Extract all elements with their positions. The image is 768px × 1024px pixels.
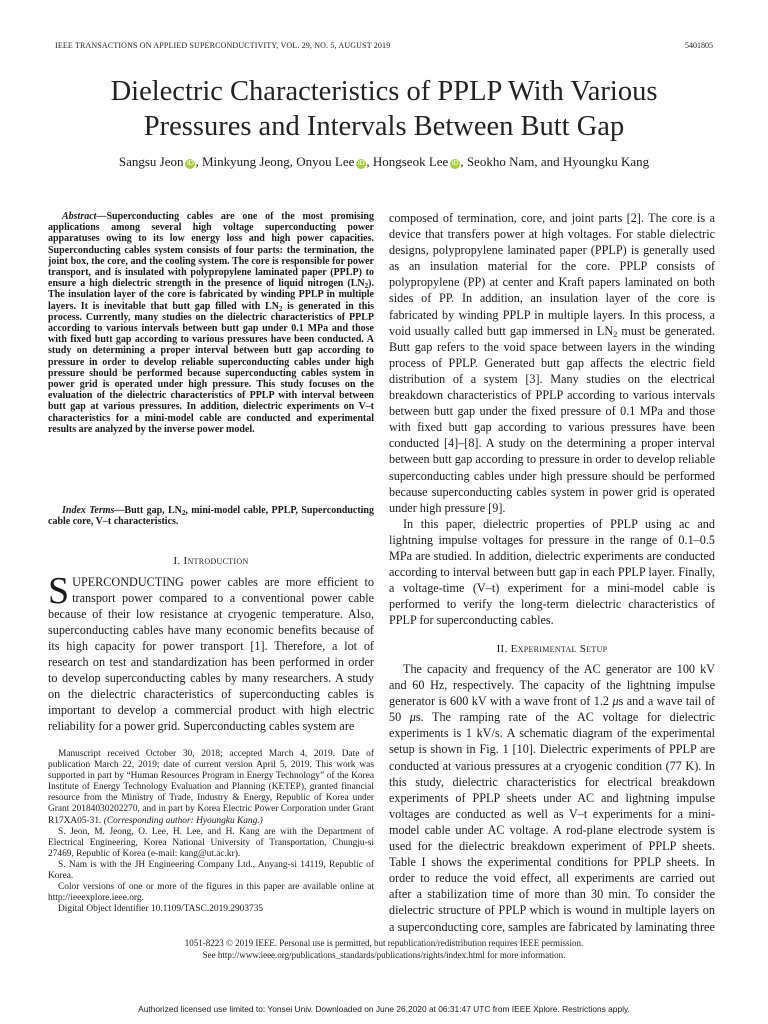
orcid-icon[interactable]: iD	[452, 160, 459, 167]
page-number: 5401805	[685, 41, 713, 50]
abstract-text: Superconducting cables are one of the most promising applications among several high voltage superconducting power apparatuses owing to its low energy loss and high power capacities. Superconducting cables system consists of four parts: the termination, the joint box, the core, and the cooling system. The core is responsible for power transport, and is insulated with polypropylene laminated paper (PPLP) to ensure a high dielectric strength in the presence of liquid nitrogen (LN	[48, 211, 374, 290]
section-numeral: I.	[173, 555, 184, 567]
author-3: , Hongseok Lee	[366, 154, 449, 169]
title-line-2: Pressures and Intervals Between Butt Gap	[143, 111, 625, 142]
copyright-line: 1051-8223 © 2019 IEEE. Personal use is permitted, but republication/redistribution requires IEEE permission.	[184, 938, 584, 948]
paper-title	[40, 74, 728, 144]
orcid-icon[interactable]: iD	[187, 160, 194, 167]
footnotes	[48, 749, 374, 915]
paragraph-text: must be generated. Butt gap refers to the void space between layers in the winding process of PPLP. Generated butt gap affects the electric field distribution of a system [3]. Many studies on the electrical breakdown characteristics of PPLP according to various intervals between butt gap under the fixed pressure of 0.1 MPa and those with fixed butt gap according to various pressures have been conducted [4]–[8]. A study on the determining a proper interval between butt gap according to pressure in order to develop reliable superconducting cables under high pressure should be performed because superconducting cables system in power grid is operated under high pressure [9].	[389, 323, 715, 515]
index-terms	[48, 505, 374, 527]
author-2: , Minkyung Jeong, Onyou Lee	[195, 154, 355, 169]
author-4: , Seokho Nam, and Hyoungku Kang	[460, 154, 650, 169]
experimental-setup-body	[389, 661, 715, 935]
author-1: Sangsu Jeon	[118, 154, 184, 169]
footnote-affiliation: S. Nam is with the JH Engineering Company Ltd., Anyang-si 14119, Republic of Korea.	[48, 859, 374, 882]
section-heading-experimental-setup	[389, 643, 715, 655]
paragraph-text: The capacity and frequency of the AC generator are 100 kV and 60 Hz, respectively. The capacity of the lightning impulse generator is 600 kV with a wave front of 1.2	[389, 662, 715, 709]
abstract	[48, 211, 374, 435]
footnote-text: Manuscript received October 30, 2018; accepted March 4, 2019. Date of publication March 22, 2019; date of current version April 5, 2019. This work was supported in part by “Human Resources Program in Energy Technology” of the Korea Institute of Energy Technology Evaluation and Planning (KETEP), granted financial resource from the Ministry of Trade, Industry & Energy, Republic of Korea under Grant 20184030202270, and in part by Korea Electric Power Corporation under Grant R17XA05-31.	[48, 749, 374, 826]
paragraph-text: power cables are more efficient to transport power compared to a conventional power cable because of their low resistance at cryogenic temperature. Also, superconducting cables have many economic benefits because of its high capacity for power transport [1]. Therefore, a lot of research on test and standardization has been performed in order to develop superconducting cables by many researchers. A study on the dielectric characteristics of superconducting cables is important to develop a commercial product with high electric reliability for a power grid. Superconducting cables system are	[48, 575, 374, 733]
right-column-body	[389, 210, 715, 628]
journal-header: IEEE TRANSACTIONS ON APPLIED SUPERCONDUCTIVITY, VOL. 29, NO. 5, AUGUST 2019	[55, 41, 391, 50]
abstract-text: ). The insulation layer of the core is fabricated by winding PPLP in multiple layers. It is inevitable that butt gap filled with LN	[48, 278, 374, 312]
drop-cap: S	[48, 570, 70, 612]
footnote-color-note: Color versions of one or more of the figures in this paper are available online at http://ieeexplore.ieee.org.	[48, 882, 374, 904]
copyright-notice	[40, 938, 728, 961]
abstract-label: Abstract—	[62, 211, 107, 222]
corresponding-author: (Corresponding author: Hyoungku Kang.)	[103, 815, 263, 826]
subscript: 2	[278, 304, 283, 313]
index-terms-label: Index Terms—	[62, 505, 125, 516]
subscript: 2	[364, 282, 369, 291]
paragraph-text: composed of termination, core, and joint parts [2]. The core is a device that transfers power at high voltages. For stable dielectric designs, polypropylene laminated paper (PPLP) is generally used as an insulation material for the core. PPLP consists of polypropylene (PP) at center and Kraft papers laminated on both sides of PP. In addition, an insulation layer of the core is fabricated by winding PPLP in multiple layers. In this process, a void usually called butt gap immersed in LN	[389, 211, 715, 338]
orcid-icon[interactable]: iD	[358, 160, 365, 167]
license-notice: Authorized licensed use limited to: Yonsei Univ. Downloaded on June 26,2020 at 06:31:47 UTC from IEEE Xplore. Restrictions apply.	[138, 1004, 630, 1014]
paragraph-text: In this paper, dielectric properties of PPLP using ac and lightning impulse voltages for pressure in the range of 0.1–0.5 MPa are studied. In addition, dielectric experiments are conducted according to interval between butt gap in each PPLP layer. Finally, a voltage-time (V–t) experiment for a mini-model cable is performed to verify the long-term dielectric characteristics of PPLP for superconducting cables.	[389, 516, 715, 628]
index-terms-text: Butt gap, LN	[124, 505, 182, 516]
footnote-doi: Digital Object Identifier 10.1109/TASC.2019.2903735	[58, 904, 264, 915]
paragraph-text: s. The ramping rate of the AC voltage for dielectric experiments is 1 kV/s. A schematic diagram of the experimental setup is shown in Fig. 1 [10]. Dielectric experiments of PPLP are conducted at various pressures at a cryogenic condition (77 K). In this study, dielectric characteristics for electrical breakdown experiments of PPLP sheets under AC and lightning impulse voltages are conducted as well as V–t experiments for a mini-model cable under AC voltage. A rod-plane electrode system is used for the dielectric breakdown experiment of PPLP sheets. Table I shows the experimental conditions for PPLP sheets. In order to reduce the void effect, all experiments are carried out after a stabilization time of more than 30 min. To consider the dielectric structure of PPLP which is wound in multiple layers on a superconducting core, samples are fabricated by laminating three	[389, 710, 715, 934]
subscript: 2	[181, 509, 186, 517]
section-numeral: II.	[496, 643, 511, 655]
section-title: Experimental Setup	[510, 643, 608, 655]
lead-word: UPERCONDUCTING	[72, 575, 184, 589]
mu-symbol: μ	[612, 694, 619, 709]
section-title: Introduction	[183, 555, 249, 567]
introduction-body	[48, 570, 374, 734]
footnote-affiliation: S. Jeon, M. Jeong, O. Lee, H. Lee, and H. Kang are with the Department of Electrical Engineering, Korea National University of Transportation, Chungju-si 27469, Republic of Korea (e-mail: kang@ut.ac.kr).	[48, 826, 374, 859]
mu-symbol: μ	[409, 710, 416, 725]
index-terms-text: , mini-model cable, PPLP, Superconducting cable core, V–t characteristics.	[48, 505, 374, 528]
section-heading-introduction	[48, 555, 374, 567]
abstract-text: is generated in this process. Currently, many studies on the dielectric characteristics of PPLP according to various intervals between butt gap under 0.1 MPa and those with fixed butt gap according to various pressures have been conducted. A study on determining a proper interval between butt gap according to pressure in order to develop reliable superconducting cables under high pressure should be performed because superconducting cables system in power grid is operated under high pressure. This study focuses on the evaluation of the dielectric characteristics of PPLP with interval between butt gap at various pressures. In addition, dielectric experiments on V–t characteristics for a mini-model cable are conducted and experimental results are analyzed by the inverse power model.	[48, 300, 374, 435]
copyright-link[interactable]: See http://www.ieee.org/publications_standards/publications/rights/index.html for more information.	[202, 949, 566, 960]
paragraph-text: s and a wave tail of 50	[389, 694, 716, 725]
title-line-1: Dielectric Characteristics of PPLP With Various	[110, 76, 658, 107]
subscript: 2	[613, 328, 618, 339]
author-list	[40, 153, 728, 171]
